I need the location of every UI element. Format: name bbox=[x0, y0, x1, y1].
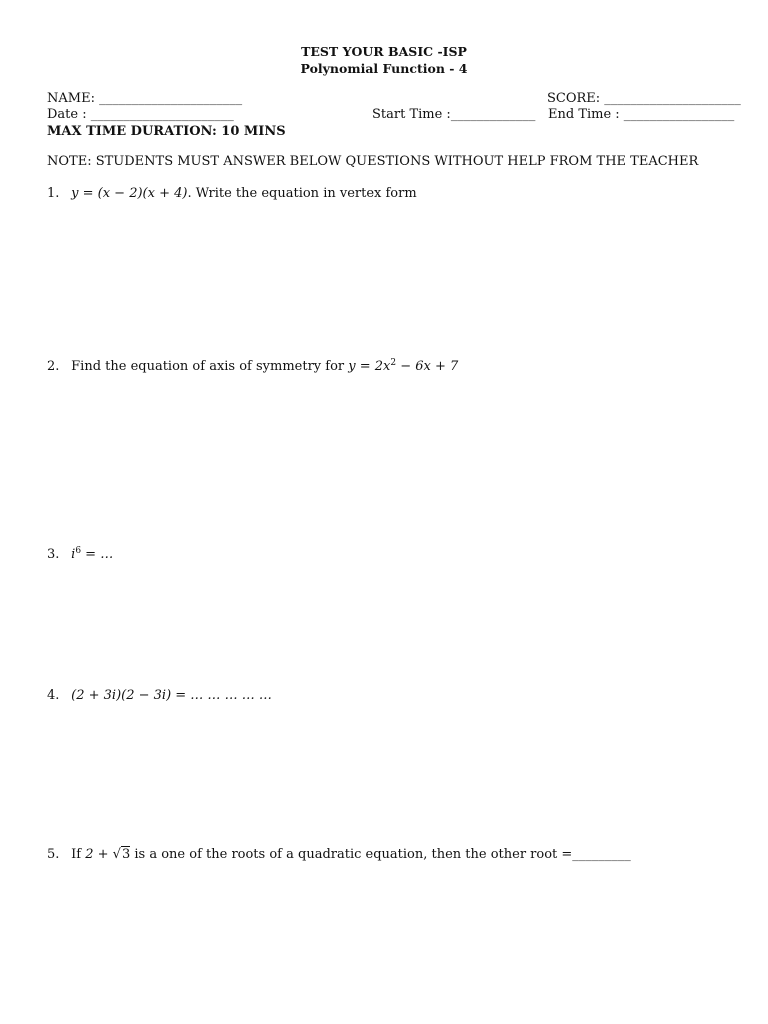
radicand: 3 bbox=[121, 847, 131, 862]
end-time-field[interactable]: End Time : _________________ bbox=[548, 107, 735, 122]
question-math-tail: = … bbox=[81, 547, 114, 562]
question-math: y = 2x bbox=[348, 359, 391, 374]
question-number: 1. bbox=[47, 186, 60, 201]
question-text: If bbox=[71, 847, 86, 862]
question-math-tail: − 6x + 7 bbox=[396, 359, 459, 374]
score-field[interactable]: SCORE: _____________________ bbox=[547, 91, 741, 106]
instructions-note: NOTE: STUDENTS MUST ANSWER BELOW QUESTIONS WITHOUT HELP FROM THE TEACHER bbox=[47, 154, 699, 169]
question-1 bbox=[47, 186, 417, 201]
question-number: 2. bbox=[47, 359, 60, 374]
date-field[interactable]: Date : ______________________ bbox=[47, 107, 234, 122]
question-3 bbox=[47, 547, 113, 562]
question-number: 4. bbox=[47, 688, 60, 703]
page-subtitle: Polynomial Function - 4 bbox=[300, 61, 468, 76]
name-field[interactable]: NAME: ______________________ bbox=[47, 91, 243, 106]
question-math: (2 + 3i)(2 − 3i) = … … … … … bbox=[71, 688, 272, 703]
exponent: 6 bbox=[75, 546, 82, 556]
radical-sign: √ bbox=[112, 847, 121, 862]
question-math: i bbox=[71, 547, 76, 562]
question-number: 3. bbox=[47, 547, 60, 562]
start-time-field[interactable]: Start Time :_____________ bbox=[372, 107, 536, 122]
max-time-duration: MAX TIME DURATION: 10 MINS bbox=[47, 124, 286, 139]
question-text: . Write the equation in vertex form bbox=[187, 186, 417, 201]
question-5 bbox=[47, 847, 631, 862]
page-title: TEST YOUR BASIC -ISP bbox=[301, 44, 467, 59]
question-math: 2 + bbox=[85, 847, 113, 862]
question-4 bbox=[47, 688, 272, 703]
question-math: y = (x − 2)(x + 4) bbox=[71, 186, 188, 201]
question-text-tail: is a one of the roots of a quadratic equation, then the other root =_________ bbox=[130, 847, 631, 862]
question-text: Find the equation of axis of symmetry for bbox=[71, 359, 349, 374]
question-2 bbox=[47, 359, 458, 374]
exponent: 2 bbox=[390, 358, 397, 368]
question-number: 5. bbox=[47, 847, 60, 862]
